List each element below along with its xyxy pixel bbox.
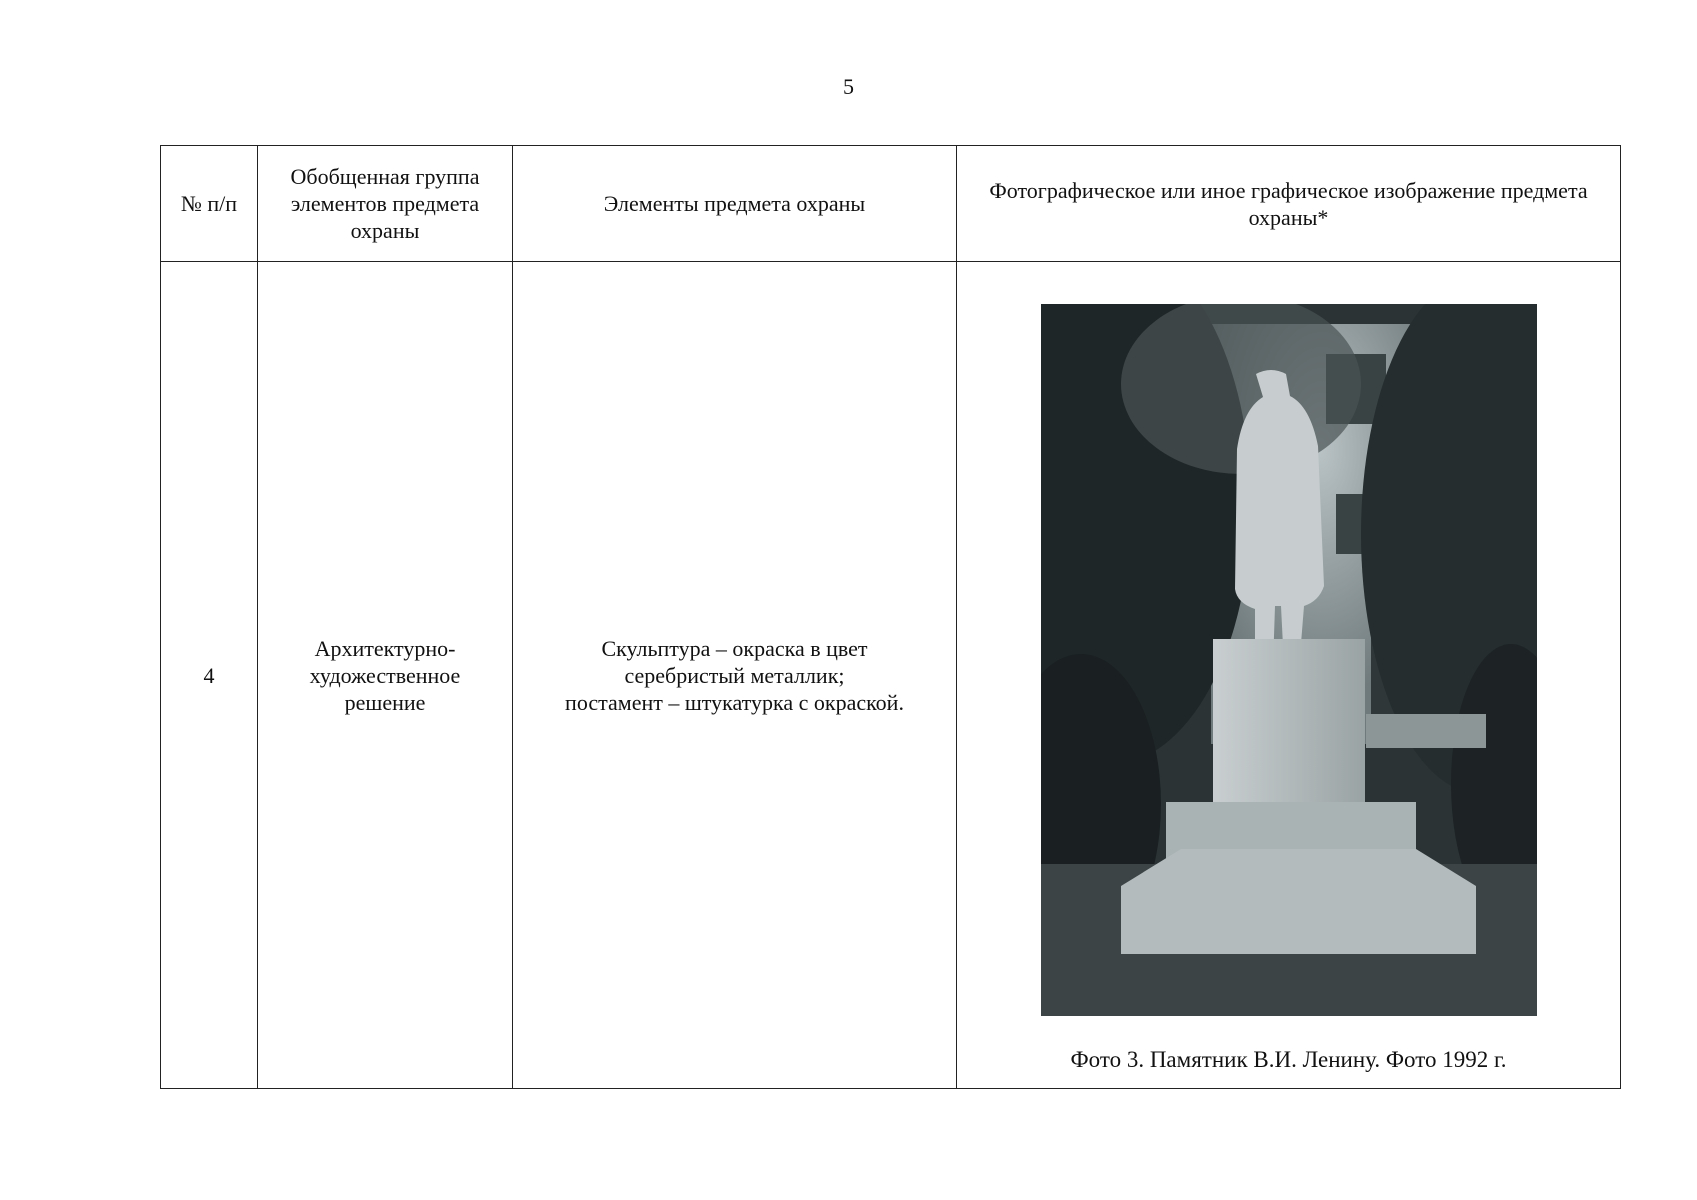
photo-caption: Фото 3. Памятник В.И. Ленину. Фото 1992 г. [1070,1047,1507,1072]
row-elements: Скульптура – окраска в цвет серебристый металлик; постамент – штукатурка с окраской. [513,262,957,1089]
table-header-row [161,146,1621,262]
header-group: Обобщенная группа элементов предмета охраны [258,146,513,262]
header-image: Фотографическое или иное графическое изображение предмета охраны* [957,146,1621,262]
row-image-cell [957,262,1621,1089]
page-number: 5 [843,74,854,99]
header-num: № п/п [161,146,258,262]
header-elements: Элементы предмета охраны [513,146,957,262]
protection-subject-table [160,145,1621,1089]
row-group: Архитектурно- художественное решение [258,262,513,1089]
table-row [161,262,1621,1089]
row-num: 4 [161,262,258,1089]
monument-photo [1041,304,1537,1016]
